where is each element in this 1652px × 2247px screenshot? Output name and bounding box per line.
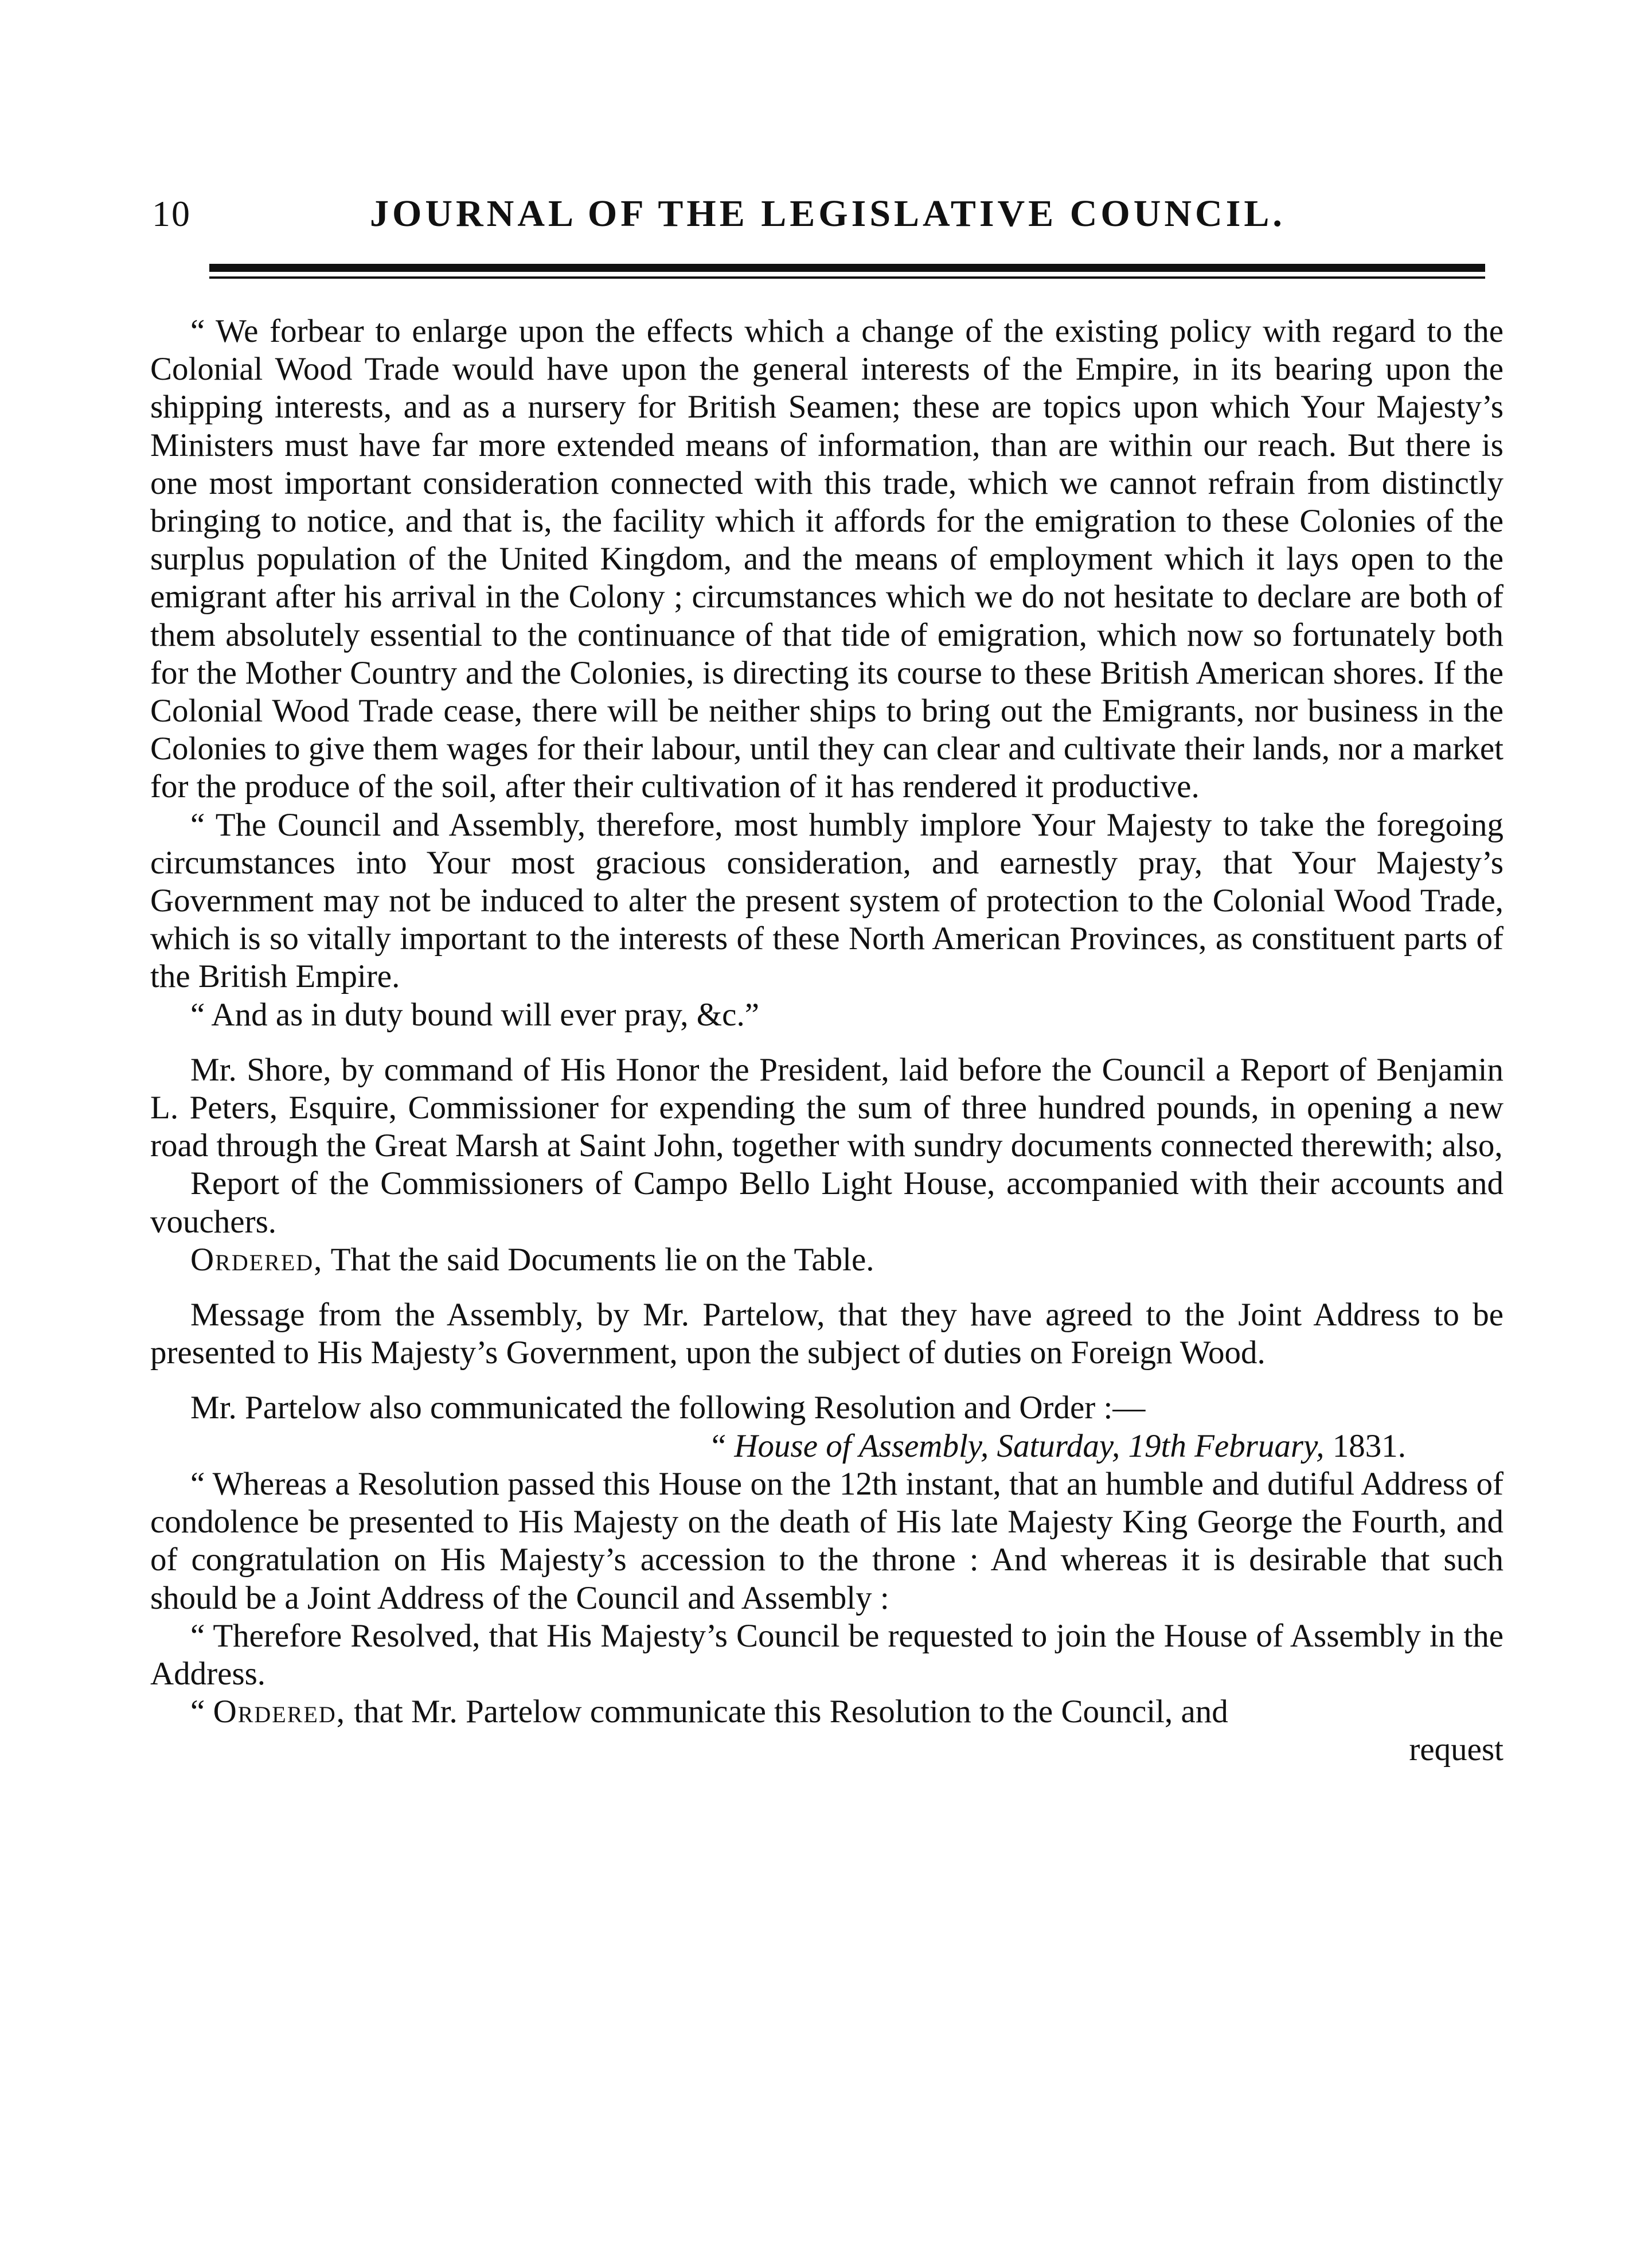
date-italic: House of Assembly, Saturday, 19th February, bbox=[734, 1427, 1325, 1464]
paragraph-partelow-communicated: Mr. Partelow also communicated the following Resolution and Order :— bbox=[190, 1390, 1146, 1426]
paragraph-ordered-table bbox=[150, 1241, 1503, 1279]
resolution-date-line bbox=[150, 1427, 1503, 1465]
paragraph-wood-trade-effects: “ We forbear to enlarge upon the effects which a change of the existing policy with regard to the Colonial Wood Trade would have upon the general interests of the Empire, in its bearing upon the shipping interests, and as a nursery for British Seamen; these are topics upon which Your Majesty’s Ministers must have far more extended means of information, than are within our reach. But there is one most important consideration connected with this trade, which we cannot refrain from distinctly bringing to notice, and that is, the facility which it affords for the emigration to these Colonies of the surplus population of the United Kingdom, and the means of employment which it lays open to the emigrant after his arrival in the Colony ; circumstances which we do not hesitate to declare are both of them absolutely essential to the continuance of that tide of emigration, which now so fortunately both for the Mother Country and the Colonies, is directing its course to these British American shores. If the Colonial Wood Trade cease, there will be neither ships to bring out the Emigrants, nor business in the Colonies to give them wages for their labour, until they can clear and cultivate their lands, nor a market for the produce of the soil, after their cultivation of it has rendered it productive. bbox=[150, 313, 1503, 805]
paragraph-duty-bound: “ And as in duty bound will ever pray, &c.” bbox=[190, 996, 759, 1033]
date-year: 1831. bbox=[1324, 1427, 1406, 1464]
catchword: request bbox=[1409, 1731, 1503, 1768]
header-rule-thick bbox=[209, 264, 1485, 272]
date-quote: “ bbox=[711, 1427, 735, 1464]
header-rule-thin bbox=[209, 276, 1485, 279]
paragraph-whereas-resolution: “ Whereas a Resolution passed this House on the 12th instant, that an humble and dutiful Address of condolence be presented to His Majesty on the death of His late Majesty King George the Fourth, and of congratulation on His Majesty’s accession to the throne : And whereas it is desirable that such should be a Joint Address of the Council and Assembly : bbox=[150, 1465, 1503, 1616]
ordered-text: That the said Documents lie on the Table. bbox=[323, 1241, 874, 1278]
ordered-label: Ordered, bbox=[190, 1241, 323, 1278]
page-number: 10 bbox=[152, 193, 191, 234]
body-text bbox=[150, 313, 1503, 1769]
paragraph-assembly-message: Message from the Assembly, by Mr. Partelow, that they have agreed to the Joint Address to be presented to His Majesty’s Government, upon the subject of duties on Foreign Wood. bbox=[150, 1297, 1503, 1371]
ordered-communicate-text: that Mr. Partelow communicate this Resolution to the Council, and bbox=[345, 1694, 1228, 1730]
paragraph-mr-shore-report: Mr. Shore, by command of His Honor the President, laid before the Council a Report of Benjamin L. Peters, Esquire, Commissioner for expending the sum of three hundred pounds, in opening a new road through the Great Marsh at Saint John, together with sundry documents connected therewith; also, bbox=[150, 1051, 1503, 1164]
ordered-quote: “ bbox=[190, 1694, 213, 1730]
paragraph-ordered-communicate bbox=[150, 1693, 1503, 1731]
page-header bbox=[152, 182, 1505, 245]
paragraph-therefore-resolved: “ Therefore Resolved, that His Majesty’s Council be requested to join the House of Assembly in the Address. bbox=[150, 1617, 1503, 1692]
paragraph-council-implore: “ The Council and Assembly, therefore, most humbly implore Your Majesty to take the foregoing circumstances into Your most gracious consideration, and earnestly pray, that Your Majesty’s Government may not be induced to alter the present system of protection to the Colonial Wood Trade, which is so vitally important to the interests of these North American Provinces, as constituent parts of the British Empire. bbox=[150, 806, 1503, 995]
paragraph-campo-bello-report: Report of the Commissioners of Campo Bello Light House, accompanied with their accounts and vouchers. bbox=[150, 1165, 1503, 1240]
ordered-label-2: Ordered, bbox=[213, 1694, 346, 1730]
running-title: JOURNAL OF THE LEGISLATIVE COUNCIL. bbox=[370, 193, 1286, 235]
